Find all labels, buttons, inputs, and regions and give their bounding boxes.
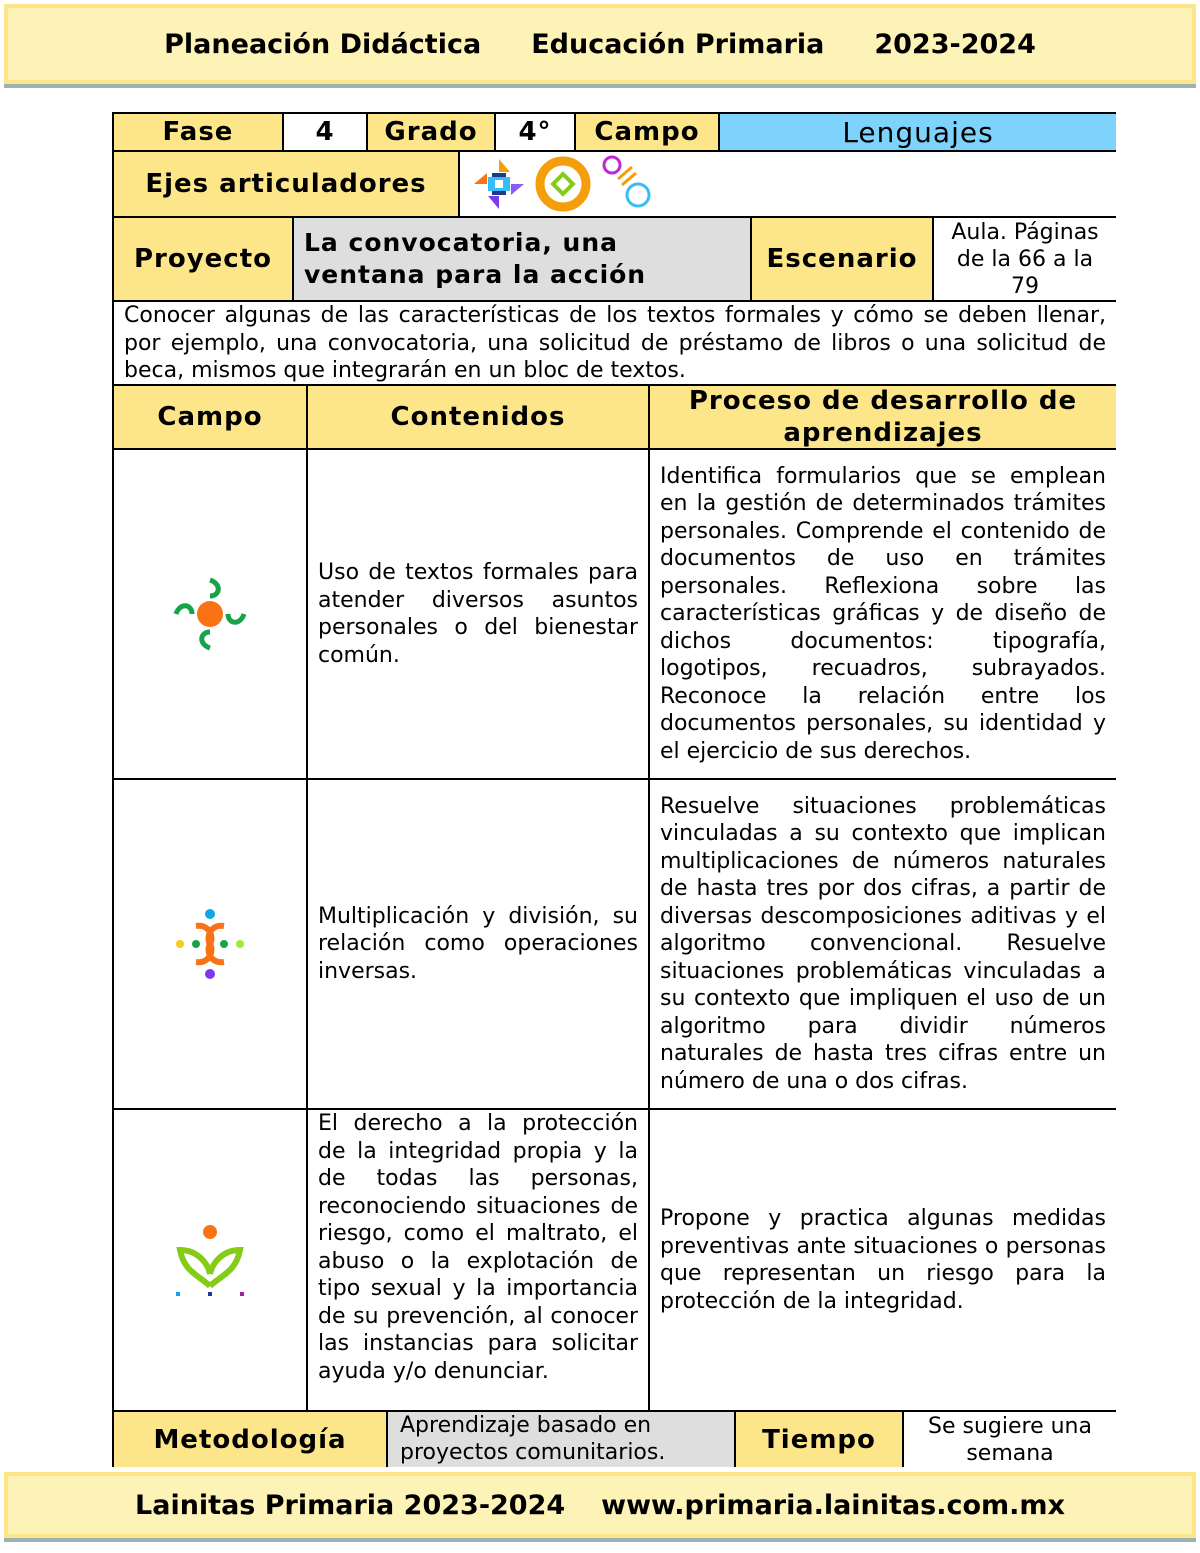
tiempo-label: Tiempo: [736, 1412, 904, 1467]
contenido-text-3: El derecho a la protección de la integridad propia y la de todas las personas, reconociendo situaciones de riesgo, como el maltrato, el abuso o la explotación de tipo sexual y la importancia de su prevención, al conocer las instancias para solicitar ayuda y/o denunciar.: [318, 1111, 638, 1384]
campo-label: Campo: [576, 114, 720, 152]
escenario-label: Escenario: [752, 218, 934, 302]
planning-table: [112, 112, 1116, 1467]
header-proceso: Proceso de desarrollo de aprendizajes: [650, 386, 1116, 450]
proceso-text-2: Resuelve situaciones problemáticas vinculadas a su contexto que implican multiplicaciones de números naturales de hasta tres por dos cifras, a partir de diversas descomposiciones aditivas y el algoritmo convencional. Resuelve situaciones problemáticas vinculadas a su contexto que impliquen el uso de un algoritmo para dividir números naturales de hasta tres cifras entre un número de una o dos cifras.: [660, 793, 1106, 1094]
education-level: Educación Primaria: [531, 28, 825, 60]
ejes-label: Ejes articuladores: [114, 152, 460, 218]
footer-url[interactable]: www.primaria.lainitas.com.mx: [601, 1489, 1065, 1521]
contenido-cell-2: [308, 780, 650, 1110]
footer-brand: Lainitas Primaria 2023-2024: [135, 1489, 566, 1521]
header-contenidos: Contenidos: [308, 386, 650, 450]
inclusion-icon: [470, 155, 528, 213]
vida-saludable-icon: [532, 153, 594, 215]
campo-cell-3: [114, 1110, 308, 1412]
document-title: Planeación Didáctica: [164, 28, 482, 60]
pensamiento-cientifico-icon: [170, 904, 250, 984]
header-campo: Campo: [114, 386, 308, 450]
de-lo-humano-icon: [170, 1220, 250, 1300]
tiempo-value: Se sugiere una semana: [904, 1412, 1116, 1467]
project-description: Conocer algunas de las características de los textos formales y cómo se deben llenar, por ejemplo, una convocatoria, una solicitud de préstamo de libros o una solicitud de beca, mismos que integrarán en un bloc de textos.: [114, 302, 1116, 386]
metodologia-label: Metodología: [114, 1412, 388, 1467]
contenido-text-2: Multiplicación y división, su relación como operaciones inversas.: [318, 903, 638, 984]
footer-shadow: [4, 1538, 1196, 1542]
proceso-text-3: Propone y practica algunas medidas preventivas ante situaciones o personas que representan un riesgo para la protección de la integridad.: [660, 1206, 1106, 1314]
metodologia-value: Aprendizaje basado en proyectos comunitarios.: [388, 1412, 736, 1467]
campo-value: Lenguajes: [720, 114, 1116, 152]
proceso-cell-3: [650, 1110, 1116, 1412]
school-year: 2023-2024: [874, 28, 1036, 60]
proyecto-value: [294, 218, 752, 302]
fase-value: 4: [284, 114, 368, 152]
proyecto-text: La convocatoria, una ventana para la acción: [304, 228, 647, 289]
header-banner: [4, 4, 1196, 84]
grado-value: 4°: [496, 114, 576, 152]
grado-label: Grado: [368, 114, 496, 152]
proceso-text-1: Identifica formularios que se emplean en la gestión de determinados trámites personales. Comprende el contenido de documentos de uso en trámites personales. Reflexiona sobre las características gráficas y de diseño de dichos documentos: tipografía, logotipos, recuadros, subrayados. Reconoce la relación entre los documentos personales, su identidad y el ejercicio de sus derechos.: [660, 463, 1106, 764]
contenido-cell-1: [308, 450, 650, 780]
contenido-cell-3: [308, 1110, 650, 1412]
fase-label: Fase: [114, 114, 284, 152]
proyecto-label: Proyecto: [114, 218, 294, 302]
campo-cell-2: [114, 780, 308, 1110]
pensamiento-critico-icon: [598, 153, 660, 215]
contenido-text-1: Uso de textos formales para atender diversos asuntos personales o del bienestar común.: [318, 560, 638, 668]
ejes-icons: [460, 152, 1116, 218]
escenario-value: Aula. Páginas de la 66 a la 79: [934, 218, 1116, 302]
saberes-icon: [170, 574, 250, 654]
header-shadow: [4, 84, 1196, 88]
proceso-cell-1: [650, 450, 1116, 780]
proceso-cell-2: [650, 780, 1116, 1110]
footer-banner: [4, 1472, 1196, 1538]
campo-cell-1: [114, 450, 308, 780]
